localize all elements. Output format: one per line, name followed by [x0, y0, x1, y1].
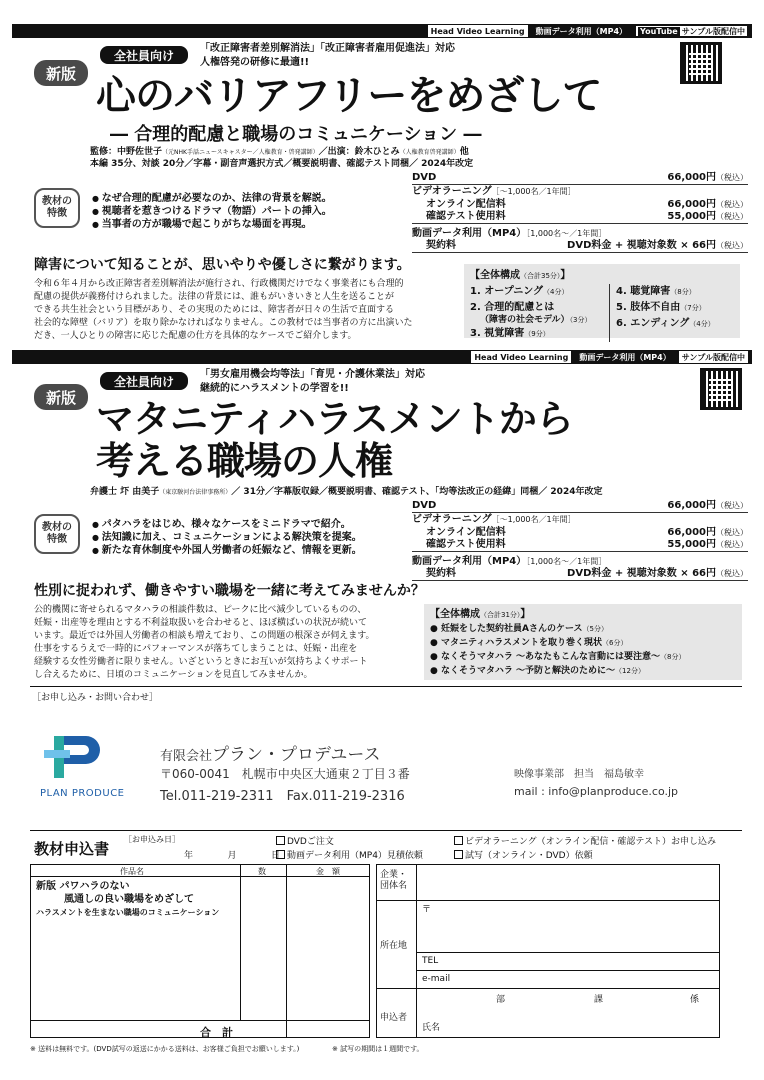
- month-label: 月: [227, 851, 237, 861]
- postal-mark: 〒: [422, 905, 432, 915]
- product2-title-line1: マタニティハラスメントから: [96, 397, 573, 441]
- option-dvd-order[interactable]: [276, 834, 334, 847]
- feature-item: ● 視聴者を惹きつけるドラマ（物語）パートの挿入。: [92, 205, 332, 218]
- feature-item: ● 新たな育休制度や外国人労働者の妊娠など、情報を更新。: [92, 544, 362, 557]
- product2-lead: 性別に捉われず、働きやすい職場を一緒に考えてみませんか？: [34, 583, 425, 599]
- contents-item: [616, 300, 715, 316]
- product1-features-list: [92, 192, 332, 231]
- product1-lead: 障害について知ることが、思いやりや優しさに繋がります。: [34, 257, 411, 273]
- youtube-logo: YouTube: [640, 26, 678, 36]
- features-label-2: 特徴: [47, 208, 67, 219]
- contents-item-title: ● マタニティハラスメントを取り巻く現状: [430, 638, 602, 648]
- contents-item: [616, 284, 715, 300]
- price-row-dvd: [412, 172, 748, 185]
- customer-col-rule: [416, 864, 417, 1038]
- contents-item-title: 6. エンディング: [616, 318, 690, 329]
- customer-row-rule: [376, 900, 720, 901]
- org-label: [380, 870, 407, 892]
- item-title-2: 風通しの良い職場をめざして: [64, 894, 194, 905]
- col-amount-header: 金 額: [316, 867, 340, 876]
- contents-item: [430, 664, 736, 678]
- contents-heading: [470, 268, 734, 284]
- form-title: 教材申込書: [34, 840, 110, 858]
- org-label-2: 団体名: [380, 881, 408, 891]
- product2-features-label: [34, 514, 80, 554]
- role-label: 係: [690, 995, 700, 1005]
- price-online-value: 66,000円: [667, 526, 716, 538]
- credits-etc: 他: [459, 147, 469, 157]
- product1-body: [34, 278, 413, 343]
- option-trial-request[interactable]: [454, 848, 593, 861]
- price-row-dvd: [412, 500, 748, 513]
- contents-item: [470, 315, 605, 326]
- product1-subtitle: ― 合理的配慮と職場のコミュニケーション ―: [110, 124, 482, 145]
- contents-item: [470, 300, 605, 315]
- price-row-test: [412, 539, 748, 552]
- section-label: 課: [594, 995, 604, 1005]
- contents-item-minutes: （7分）: [680, 304, 706, 312]
- price-mp4-label: 動画データ利用（MP4）: [412, 555, 527, 567]
- contents-item-minutes: （4分）: [543, 288, 569, 296]
- body-line: だき、一人ひとりの障害に応じた配慮の仕方を具体的なケースでご紹介します。: [34, 331, 357, 341]
- contents-item-title: 1. オープニング: [470, 286, 544, 297]
- total-label: 合 計: [200, 1026, 233, 1039]
- price-online-label: オンライン配信料: [426, 198, 506, 210]
- item-new-label: 新版: [36, 881, 56, 892]
- features-label-2: 特徴: [47, 534, 67, 545]
- qty-input[interactable]: [242, 880, 284, 1018]
- price-vl-label: ビデオラーニング: [412, 513, 492, 525]
- checkbox[interactable]: [454, 836, 463, 845]
- contents-item: [616, 316, 715, 332]
- body-line: 仕事をするうえで一時的にパフォーマンスが落ちてしまうことは、妊娠・出産を: [34, 644, 358, 654]
- tax-label: （税込）: [716, 199, 748, 209]
- youtube-badge: [635, 25, 748, 37]
- body-line: 妊娠・出産等を理由とする不利益取扱いを合わせると、ほぼ横ばいの状況が続いて: [34, 618, 368, 628]
- customer-row-rule: [416, 970, 720, 971]
- qr-code-icon[interactable]: [680, 42, 722, 84]
- all-staff-badge: 全社員向け: [100, 372, 188, 390]
- body-line: 公的機関に寄せられるマタハラの相談件数は、ピークに比べ減少しているものの、: [34, 605, 367, 615]
- head-video-learning-label: Head Video Learning: [471, 351, 571, 363]
- option-label: 動画データ利用（MP4）見積依頼: [287, 851, 423, 861]
- checkbox[interactable]: [276, 836, 285, 845]
- price-mp4-note: ［1,000名〜／1年間］: [526, 228, 607, 238]
- price-test-label: 確認テスト使用料: [426, 211, 506, 222]
- org-input[interactable]: [418, 866, 718, 898]
- body-line: し合えるために、日頃のコミュニケーションを見直してみませんか。: [34, 670, 313, 680]
- contents-item-title: （障害の社会モデル）: [480, 315, 570, 325]
- body-line: 配慮の提供が義務付けられました。法律の背景には、誰もがいきいきと人生を送ることが: [34, 292, 395, 302]
- checkbox[interactable]: [454, 850, 463, 859]
- sample-label: サンプル版配信中: [681, 26, 745, 36]
- option-label: DVDご注文: [287, 837, 334, 847]
- body-line: 令和６年４月から改正障害者差別解消法が施行され、行政機関だけでなく事業者にも合理的: [34, 279, 404, 289]
- price-vl-note: ［〜1,000名／1年間］: [491, 186, 576, 196]
- org-label-1: 企業・: [380, 870, 408, 880]
- product2-body: [34, 604, 375, 682]
- credits-specs: ／ 31分／字幕版収録／概要説明書、確認テスト、「均等法改正の経緯」同梱／ 2024年改定: [231, 487, 603, 497]
- contents-total: （合計35分）: [520, 272, 561, 280]
- price-row-mp4: [412, 555, 748, 568]
- tax-label: （税込）: [716, 241, 748, 250]
- product2-contents-box: [424, 604, 742, 680]
- amount-input[interactable]: [288, 880, 368, 1018]
- mp4-label: 動画データ利用（MP4）: [535, 26, 628, 36]
- feature-item: ● パタハラをはじめ、様々なケースをミニドラマで紹介。: [92, 518, 362, 531]
- new-edition-badge: 新版: [34, 60, 88, 86]
- product1-header-bar: [12, 24, 752, 38]
- tel-input[interactable]: [450, 954, 718, 968]
- contents-item: [430, 622, 736, 636]
- price-contract-label: 契約料: [426, 240, 456, 251]
- shipping-note: ※ 送料は無料です。(DVD試写の返送にかかる送料は、お客様ご負担でお願いします。): [30, 1045, 300, 1053]
- product1-contents-box: [464, 264, 740, 338]
- price-row-contract: [412, 568, 748, 581]
- contents-close: 】: [560, 270, 571, 281]
- contents-item-minutes: （5分）: [582, 625, 608, 633]
- name-label: 氏名: [422, 1023, 441, 1033]
- price-dvd-label: DVD: [412, 172, 437, 183]
- contents-item-title: 3. 視覚障害: [470, 328, 525, 339]
- contents-item-minutes: （8分）: [670, 288, 696, 296]
- credits-lawyer-note: （東京駿河台法律事務所）: [159, 489, 232, 496]
- company-name-text: プラン・プロデユース: [212, 745, 381, 765]
- company-phone: Tel.011-219-2311 Fax.011-219-2316: [160, 789, 405, 804]
- credits-supervisor: 監修：中野佐世子: [90, 147, 163, 157]
- contents-item-minutes: （12分）: [615, 667, 645, 675]
- day-label: 日: [270, 851, 280, 861]
- price-dvd-value: 66,000円: [667, 172, 716, 183]
- price-mp4-label: 動画データ利用（MP4）: [412, 227, 527, 239]
- dept-label: 部: [496, 995, 506, 1005]
- contents-item: [430, 636, 736, 650]
- contents-item-minutes: （8分）: [660, 653, 686, 661]
- body-line: 社会的な障壁（バリア）を取り除かなければなりません。この教材では当事者の方に出演いた: [34, 318, 413, 328]
- address-input[interactable]: [418, 902, 718, 950]
- contents-item-minutes: （6分）: [602, 639, 628, 647]
- training-line: 継続的にハラスメントの学習を!!: [200, 383, 349, 394]
- company-prefix: 有限会社: [160, 749, 213, 764]
- credits-lawyer: 弁護士 圷 由美子: [90, 487, 160, 497]
- contents-item: [430, 650, 736, 664]
- training-line: 人権啓発の研修に最適!!: [200, 57, 310, 68]
- contents-columns: [470, 284, 734, 342]
- name-input[interactable]: [446, 1006, 718, 1036]
- year-label: 年: [184, 851, 194, 861]
- product2-title-line2: 考える職場の人権: [96, 439, 393, 483]
- credits-cast: ／出演：鈴木ひとみ: [318, 147, 400, 157]
- contents-title: 【全体構成: [470, 270, 520, 281]
- form-top-border: [30, 830, 742, 831]
- price-dvd-value: 66,000円: [667, 500, 716, 511]
- price-test-value: 55,000円: [667, 539, 716, 550]
- tax-label: （税込）: [716, 212, 748, 221]
- contents-total: （合計31分）: [480, 611, 521, 619]
- price-row-mp4: [412, 227, 748, 240]
- law-line: 「改正障害者差別解消法」「改正障害者雇用促進法」対応: [200, 43, 455, 54]
- order-col-rule: [286, 864, 287, 1038]
- product2-features-list: [92, 518, 362, 557]
- head-video-learning-label: Head Video Learning: [428, 25, 528, 37]
- law-line: 「男女雇用機会均等法」「育児・介護休業法」対応: [200, 369, 425, 380]
- price-row-online: [412, 526, 748, 539]
- contents-col-left: [470, 284, 610, 342]
- price-contract-label: 契約料: [426, 568, 456, 579]
- body-line: います。最近では外国人労働者の相談も増えており、この問題の根深さが伺えます。: [34, 631, 375, 641]
- plan-produce-logo-icon: [40, 726, 140, 782]
- address-label: 所在地: [380, 941, 408, 951]
- feature-item: ● 当事者の方が職場で起こりがちな場面を再現。: [92, 218, 332, 231]
- order-col-rule: [240, 864, 241, 1020]
- option-label: 試写（オンライン・DVD）依頼: [465, 851, 593, 861]
- price-row-contract: [412, 240, 748, 253]
- price-online-label: オンライン配信料: [426, 526, 506, 538]
- contents-col-right: [610, 284, 715, 342]
- company-name: [160, 740, 381, 765]
- feature-item: ● なぜ合理的配慮が必要なのか、法律の背景を解説。: [92, 192, 332, 205]
- product1-specs: 本編 35分、対談 20分／字幕・副音声選択方式／概要説明書、確認テスト同梱／ 2024年改定: [90, 159, 474, 169]
- price-test-value: 55,000円: [667, 211, 716, 222]
- contents-item: [470, 284, 605, 300]
- email-input[interactable]: [460, 972, 718, 986]
- qr-code-icon[interactable]: [700, 368, 742, 410]
- product2-price-list: [412, 500, 748, 581]
- all-staff-badge: 全社員向け: [100, 46, 188, 64]
- checkbox[interactable]: [276, 850, 285, 859]
- contents-item: [470, 326, 605, 342]
- mp4-label: 動画データ利用（MP4）: [579, 352, 671, 362]
- tax-label: （税込）: [716, 527, 748, 537]
- price-contract-value: DVD料金 + 視聴対象数 × 66円: [567, 240, 716, 251]
- sample-label: サンプル版配信中: [679, 351, 748, 363]
- tax-label: （税込）: [716, 540, 748, 549]
- contact-heading: ［お申し込み・お問い合わせ］: [32, 693, 159, 703]
- order-total-rule: [30, 1020, 370, 1021]
- product1-price-list: [412, 172, 748, 253]
- company-department: 映像事業部 担当 福島敏幸: [514, 769, 644, 780]
- body-line: 経験する女性労働者に限りません。いざというときにお互いが気持ちよくサポート: [34, 657, 368, 667]
- option-label: ビデオラーニング（オンライン配信・確認テスト）お申し込み: [465, 837, 717, 847]
- price-row-vl: [412, 185, 748, 198]
- features-label-1: 教材の: [42, 522, 72, 533]
- price-contract-value: DVD料金 + 視聴対象数 × 66円: [567, 568, 716, 579]
- contents-item-title: 5. 肢体不自由: [616, 302, 681, 313]
- new-edition-badge: 新版: [34, 384, 88, 410]
- price-online-value: 66,000円: [667, 198, 716, 210]
- price-vl-label: ビデオラーニング: [412, 185, 492, 197]
- form-date-fields: [150, 848, 280, 861]
- tel-label: TEL: [422, 956, 439, 966]
- order-item: [36, 880, 219, 919]
- credits-supervisor-note: （元NHK手話ニュースキャスター／人権教育・啓発講師）: [162, 149, 319, 156]
- col-qty-header: 数: [258, 867, 266, 876]
- credits-cast-note: （人権教育啓発講師）: [399, 149, 460, 156]
- body-line: できる共生社会という目標があり、その実現のためには、障害者が日々の生活で直面する: [34, 305, 395, 315]
- contents-item-title: 2. 合理的配慮とは: [470, 302, 555, 313]
- option-video-learning[interactable]: [454, 834, 716, 847]
- product1-title: 心のバリアフリーをめざして: [96, 73, 602, 119]
- contents-close: 】: [520, 609, 531, 620]
- company-email[interactable]: mail : info@planproduce.co.jp: [514, 785, 679, 798]
- contents-title: 【全体構成: [430, 609, 480, 620]
- contents-item-minutes: （9分）: [524, 330, 550, 338]
- price-mp4-note: ［1,000名〜／1年間］: [526, 556, 607, 566]
- price-row-test: [412, 211, 748, 224]
- contents-item-title: 4. 聴覚障害: [616, 286, 671, 297]
- tax-label: （税込）: [716, 501, 748, 510]
- features-label-1: 教材の: [42, 196, 72, 207]
- form-date-label: ［お申込み日］: [124, 835, 180, 844]
- price-dvd-label: DVD: [412, 500, 437, 511]
- contents-item-minutes: （4分）: [689, 320, 715, 328]
- contents-item-title: ● なくそうマタハラ ～あなたもこんな言動には要注意～: [430, 652, 661, 662]
- price-row-online: [412, 198, 748, 211]
- contact-divider: [30, 686, 742, 687]
- item-subtitle: ハラスメントを生まない職場のコミュニケーション: [36, 908, 220, 917]
- email-label: e-mail: [422, 974, 451, 984]
- col-title-header: 作品名: [120, 867, 144, 876]
- product1-features-label: [34, 188, 80, 228]
- logo-text: PLAN PRODUCE: [40, 788, 125, 799]
- contents-item-title: ● なくそうマタハラ ～予防と解決のために～: [430, 666, 616, 676]
- contents-item-minutes: （3分）: [569, 316, 592, 324]
- trial-note: ※ 試写の期間は１週間です。: [332, 1045, 424, 1053]
- price-vl-note: ［〜1,000名／1年間］: [491, 514, 576, 524]
- product2-header-bar: [12, 350, 752, 364]
- company-logo: [40, 726, 140, 806]
- option-mp4-quote[interactable]: [276, 848, 423, 861]
- item-title: パワハラのない: [59, 881, 130, 892]
- customer-row-rule: [416, 952, 720, 953]
- applicant-label: 申込者: [380, 1013, 408, 1023]
- customer-row-rule: [376, 988, 720, 989]
- contents-item-title: ● 妊娠をした契約社員Aさんのケース: [430, 624, 583, 634]
- feature-item: ● 法知識に加え、コミュニケーションによる解決策を提案。: [92, 531, 362, 544]
- company-address: 〒060-0041 札幌市中央区大通東２丁目３番: [160, 767, 410, 781]
- contents-heading: [430, 608, 736, 622]
- product2-credits: [90, 486, 602, 499]
- tax-label: （税込）: [716, 173, 748, 182]
- price-test-label: 確認テスト使用料: [426, 539, 506, 550]
- tax-label: （税込）: [716, 569, 748, 578]
- price-row-vl: [412, 513, 748, 526]
